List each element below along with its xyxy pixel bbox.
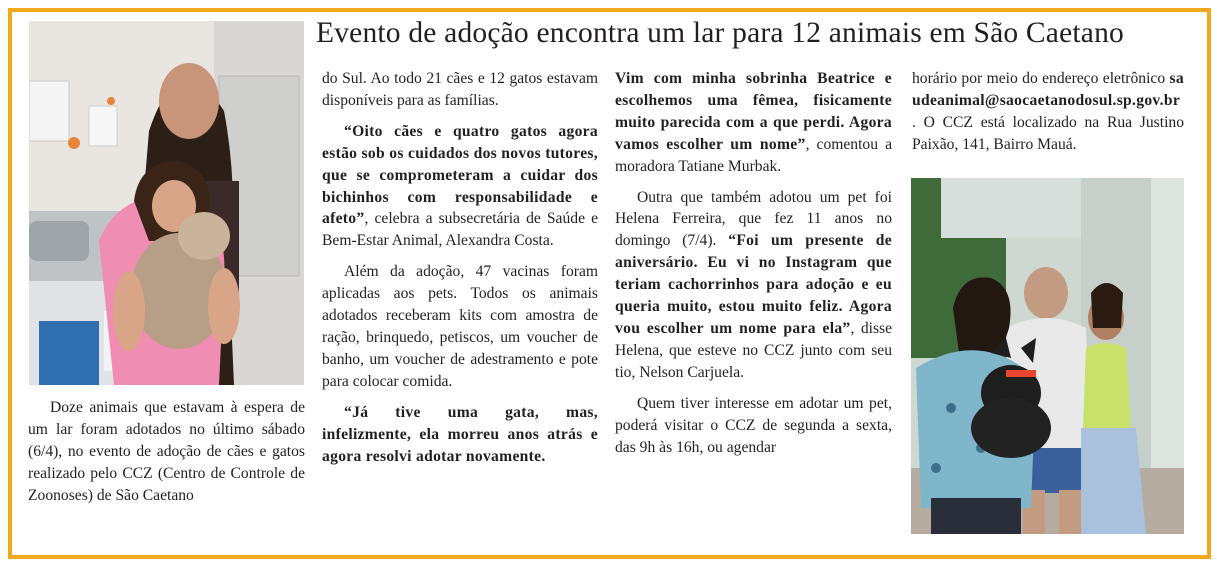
- paragraph-text: , comentou a moradora Tatiane Murbak.: [615, 135, 892, 175]
- email-address: saudeanimal@saocaetanodosul.sp.gov.br: [912, 70, 1184, 109]
- photo-girl-with-cat: [29, 21, 304, 385]
- paragraph: do Sul. Ao todo 21 cães e 12 gatos estavam disponíveis para as famílias.: [322, 70, 598, 109]
- quote-text: Vim com minha sobrinha Beatrice e escolhemos uma fêmea, fisicamente muito parecida com a que perdi. Agora vamos escolher um nome”: [615, 70, 892, 153]
- paragraph: Doze animais que estavam à espera de um lar foram adotados no último sábado (6/4), no evento de adoção de cães e gatos realizado pelo CCZ (Centro de Controle de Zoonoses) de São Caetano: [28, 399, 305, 504]
- quote-paragraph: [322, 121, 598, 252]
- paragraph-text: . O CCZ está localizado na Rua Justino Paixão, 141, Bairro Mauá.: [912, 113, 1184, 153]
- column-2: [322, 68, 598, 467]
- photo-family-with-dog: [911, 178, 1184, 534]
- column-1: [28, 397, 305, 507]
- quote-text: “Foi um presente de aniversário. Eu vi no Instagram que teriam cachorrinhos para adoção e eu queria muito, estou muito feliz. Agora vou escolher um nome para ela”: [615, 232, 892, 337]
- column-3: [615, 68, 892, 458]
- paragraph-text: , celebra a subsecretária de Saúde e Bem-Estar Animal, Alexandra Costa.: [322, 210, 598, 250]
- quote-text: “Oito cães e quatro gatos agora estão sob os cuidados dos novos tutores, que se comprometeram a cuidar dos bichinhos com responsabilidade e afeto”: [322, 122, 598, 228]
- headline: Evento de adoção encontra um lar para 12 animais em São Caetano: [316, 17, 1124, 49]
- paragraph: Além da adoção, 47 vacinas foram aplicadas aos pets. Todos os animais adotados receberam kits com amostra de ração, brinquedo, petiscos, um voucher de banho, um voucher de adestramento e pote para colocar comida.: [322, 263, 598, 390]
- paragraph-text: Outra que também adotou um pet foi Helena Ferreira, que fez 11 anos no domingo (7/4).: [615, 188, 892, 250]
- paragraph: Quem tiver interesse em adotar um pet, poderá visitar o CCZ de segunda a sexta, das 9h às 16h, ou agendar: [615, 394, 892, 456]
- quote-paragraph: [615, 68, 892, 178]
- paragraph-text: horário por meio do endereço eletrônico: [912, 70, 1170, 87]
- paragraph: [912, 68, 1184, 156]
- paragraph-text: , disse Helena, que esteve no CCZ junto com seu tio, Nelson Carjuela.: [615, 319, 892, 381]
- column-4: [912, 68, 1184, 156]
- quote-paragraph: “Já tive uma gata, mas, infelizmente, ela morreu anos atrás e agora resolvi adotar novamente.: [322, 403, 598, 465]
- paragraph: [615, 187, 892, 384]
